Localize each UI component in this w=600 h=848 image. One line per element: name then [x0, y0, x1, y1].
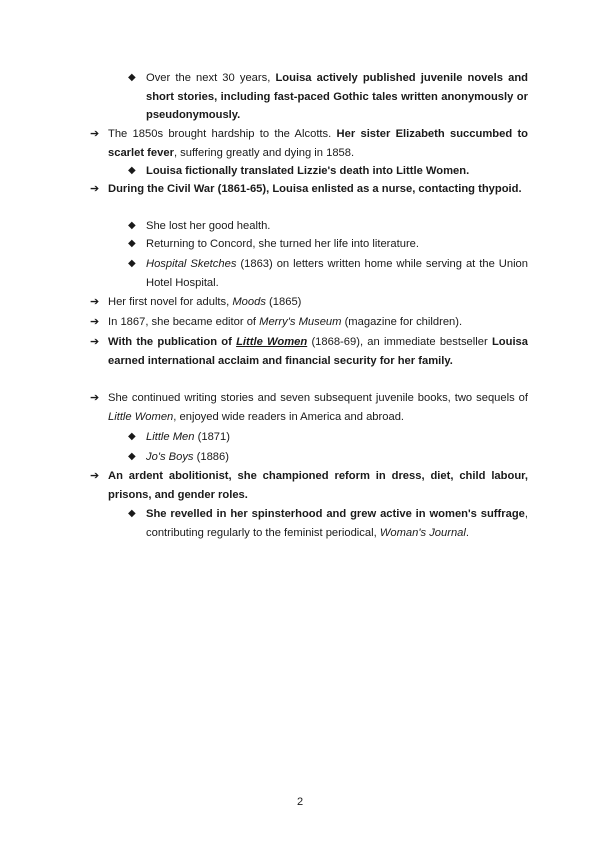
item-text: She revelled in her spinsterhood and grew active in women's suffrage, contributing regularly to the feminist periodical, Woman's Journal.	[146, 508, 528, 539]
right-arrow-icon: ➔	[90, 296, 100, 308]
item-text: Hospital Sketches (1863) on letters written home while serving at the Union Hotel Hospital.	[146, 258, 528, 289]
diamond-icon: ◆	[128, 451, 136, 462]
diamond-icon: ◆	[128, 238, 136, 249]
list-item	[90, 467, 528, 504]
list-item	[90, 333, 528, 370]
list-item	[90, 180, 528, 199]
diamond-icon: ◆	[128, 258, 136, 269]
diamond-icon: ◆	[128, 508, 136, 519]
list-item	[128, 217, 528, 236]
right-arrow-icon: ➔	[90, 128, 100, 140]
item-text: Little Men (1871)	[146, 431, 230, 443]
item-text: Louisa fictionally translated Lizzie's death into Little Women.	[146, 165, 470, 177]
list-item	[128, 448, 528, 467]
diamond-icon: ◆	[128, 220, 136, 231]
right-arrow-icon: ➔	[90, 470, 100, 482]
right-arrow-icon: ➔	[90, 336, 100, 348]
list-item	[128, 162, 528, 181]
diamond-icon: ◆	[128, 165, 136, 176]
diamond-icon: ◆	[128, 72, 136, 83]
list-item	[128, 69, 528, 125]
item-text: Returning to Concord, she turned her life into literature.	[146, 238, 420, 250]
list-item	[90, 389, 528, 426]
list-item	[128, 235, 528, 254]
item-text: In 1867, she became editor of Merry's Museum (magazine for children).	[108, 316, 463, 328]
right-arrow-icon: ➔	[90, 316, 100, 328]
list-item	[128, 428, 528, 447]
page-number: 2	[296, 796, 304, 808]
item-text: Her first novel for adults, Moods (1865)	[108, 296, 302, 308]
list-item	[128, 255, 528, 292]
item-text: With the publication of Little Women (1868-69), an immediate bestseller Louisa earned international acclaim and financial security for her family.	[108, 336, 528, 367]
item-text: An ardent abolitionist, she championed reform in dress, diet, child labour, prisons, and gender roles.	[108, 470, 528, 501]
right-arrow-icon: ➔	[90, 183, 100, 195]
item-text: Over the next 30 years, Louisa actively published juvenile novels and short stories, including fast-paced Gothic tales written anonymously or pseudonymously.	[146, 72, 528, 121]
diamond-icon: ◆	[128, 431, 136, 442]
item-text: She lost her good health.	[146, 220, 271, 232]
item-text: Jo's Boys (1886)	[146, 451, 229, 463]
list-item	[90, 125, 528, 162]
item-text: The 1850s brought hardship to the Alcotts. Her sister Elizabeth succumbed to scarlet fever, suffering greatly and dying in 1858.	[108, 128, 528, 159]
list-item	[128, 505, 528, 542]
list-item	[90, 313, 528, 332]
right-arrow-icon: ➔	[90, 392, 100, 404]
list-item	[90, 293, 528, 312]
item-text: She continued writing stories and seven subsequent juvenile books, two sequels of Little Women, enjoyed wide readers in America and abroad.	[108, 392, 528, 423]
item-text: During the Civil War (1861-65), Louisa enlisted as a nurse, contacting thypoid.	[108, 183, 522, 195]
